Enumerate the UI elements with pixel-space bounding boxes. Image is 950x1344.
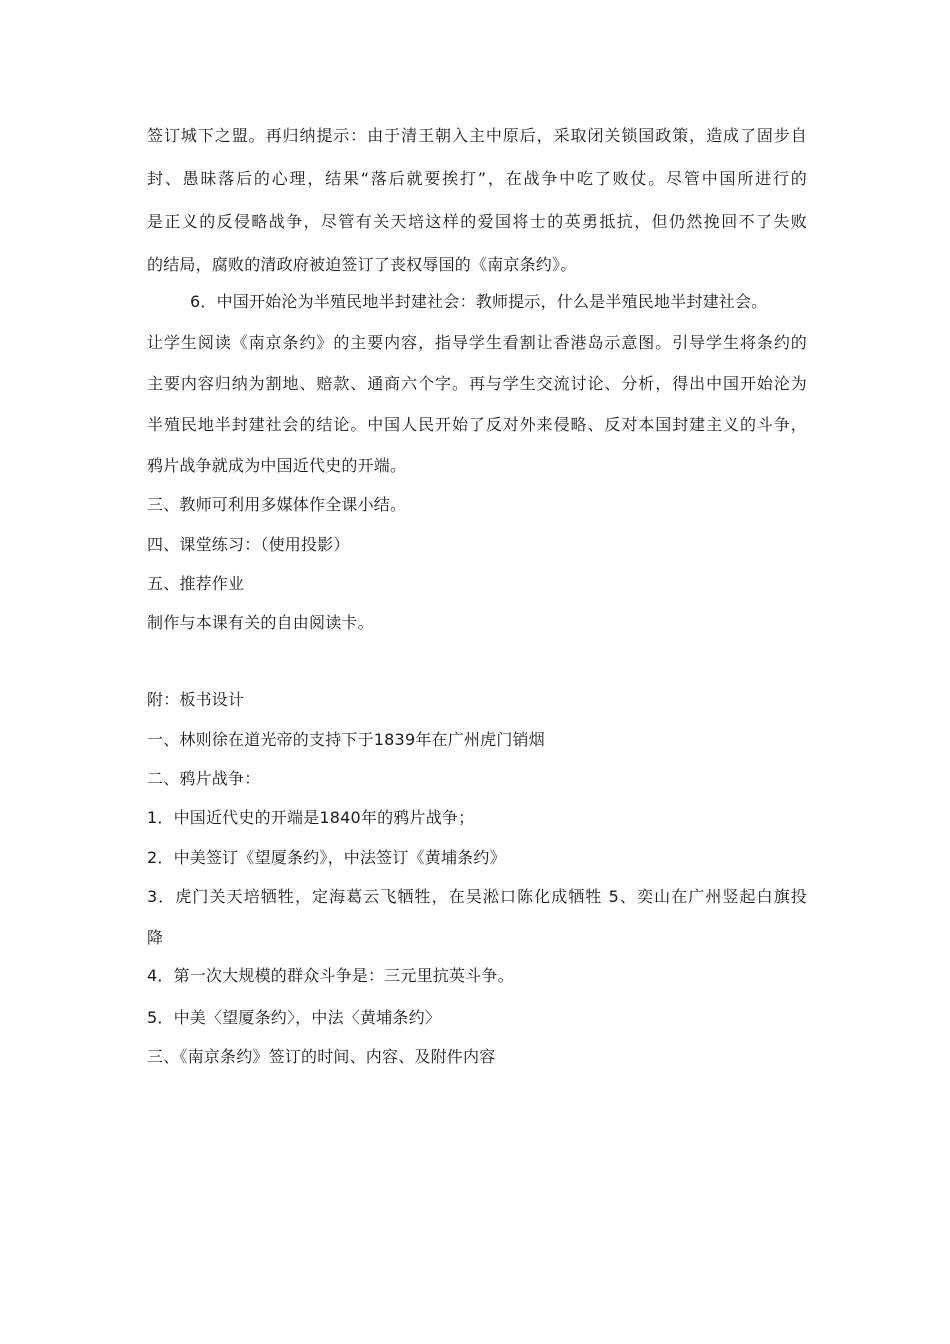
board-design-title: 附：板书设计	[147, 690, 245, 709]
homework-text: 制作与本课有关的自由阅读卡。	[147, 613, 374, 632]
board-item-2: 二、鸦片战争：	[147, 769, 261, 788]
board-subitem-4: 4．第一次大规模的群众斗争是：三元里抗英斗争。	[147, 966, 514, 985]
paragraph-1-line-2: 封、愚昧落后的心理，结果“落后就要挨打”，在战争中吃了败仗。尽管中国所进行的	[147, 169, 807, 188]
board-subitem-5: 5．中美〈望厦条约〉，中法〈黄埔条约〉	[147, 1008, 441, 1027]
board-subitem-3: 3．虎门关天培牺牲，定海葛云飞牺牲，在吴淞口陈化成牺牲 5、奕山在广州竖起白旗投	[147, 887, 807, 906]
paragraph-2-line-2: 让学生阅读《南京条约》的主要内容，指导学生看割让香港岛示意图。引导学生将条约的	[147, 333, 807, 352]
paragraph-2-line-5: 鸦片战争就成为中国近代史的开端。	[147, 456, 407, 475]
paragraph-2-line-3: 主要内容归纳为割地、赔款、通商六个字。再与学生交流讨论、分析，得出中国开始沦为	[147, 374, 807, 393]
board-item-3: 三、《南京条约》签订的时间、内容、及附件内容	[147, 1047, 496, 1066]
paragraph-1-line-1: 签订城下之盟。再归纳提示：由于清王朝入主中原后，采取闭关锁国政策，造成了固步自	[147, 126, 807, 145]
paragraph-2-line-1: 6．中国开始沦为半殖民地半封建社会：教师提示，什么是半殖民地半封建社会。	[190, 292, 768, 311]
section-5-heading: 五、推荐作业	[147, 574, 245, 593]
paragraph-1-line-4: 的结局，腐败的清政府被迫签订了丧权辱国的《南京条约》。	[147, 255, 577, 274]
paragraph-1-line-3: 是正义的反侵略战争，尽管有关天培这样的爱国将士的英勇抵抗，但仍然挽回不了失败	[147, 212, 807, 231]
section-3-heading: 三、教师可利用多媒体作全课小结。	[147, 495, 407, 514]
board-item-1: 一、林则徐在道光帝的支持下于1839年在广州虎门销烟	[147, 730, 545, 749]
section-4-heading: 四、课堂练习：（使用投影）	[147, 535, 350, 554]
paragraph-2-line-4: 半殖民地半封建社会的结论。中国人民开始了反对外来侵略、反对本国封建主义的斗争，	[147, 415, 807, 434]
board-subitem-2: 2．中美签订《望厦条约》，中法签订《黄埔条约》	[147, 848, 506, 867]
board-subitem-3-continued: 降	[147, 928, 164, 947]
board-subitem-1: 1．中国近代史的开端是1840年的鸦片战争；	[147, 808, 475, 827]
